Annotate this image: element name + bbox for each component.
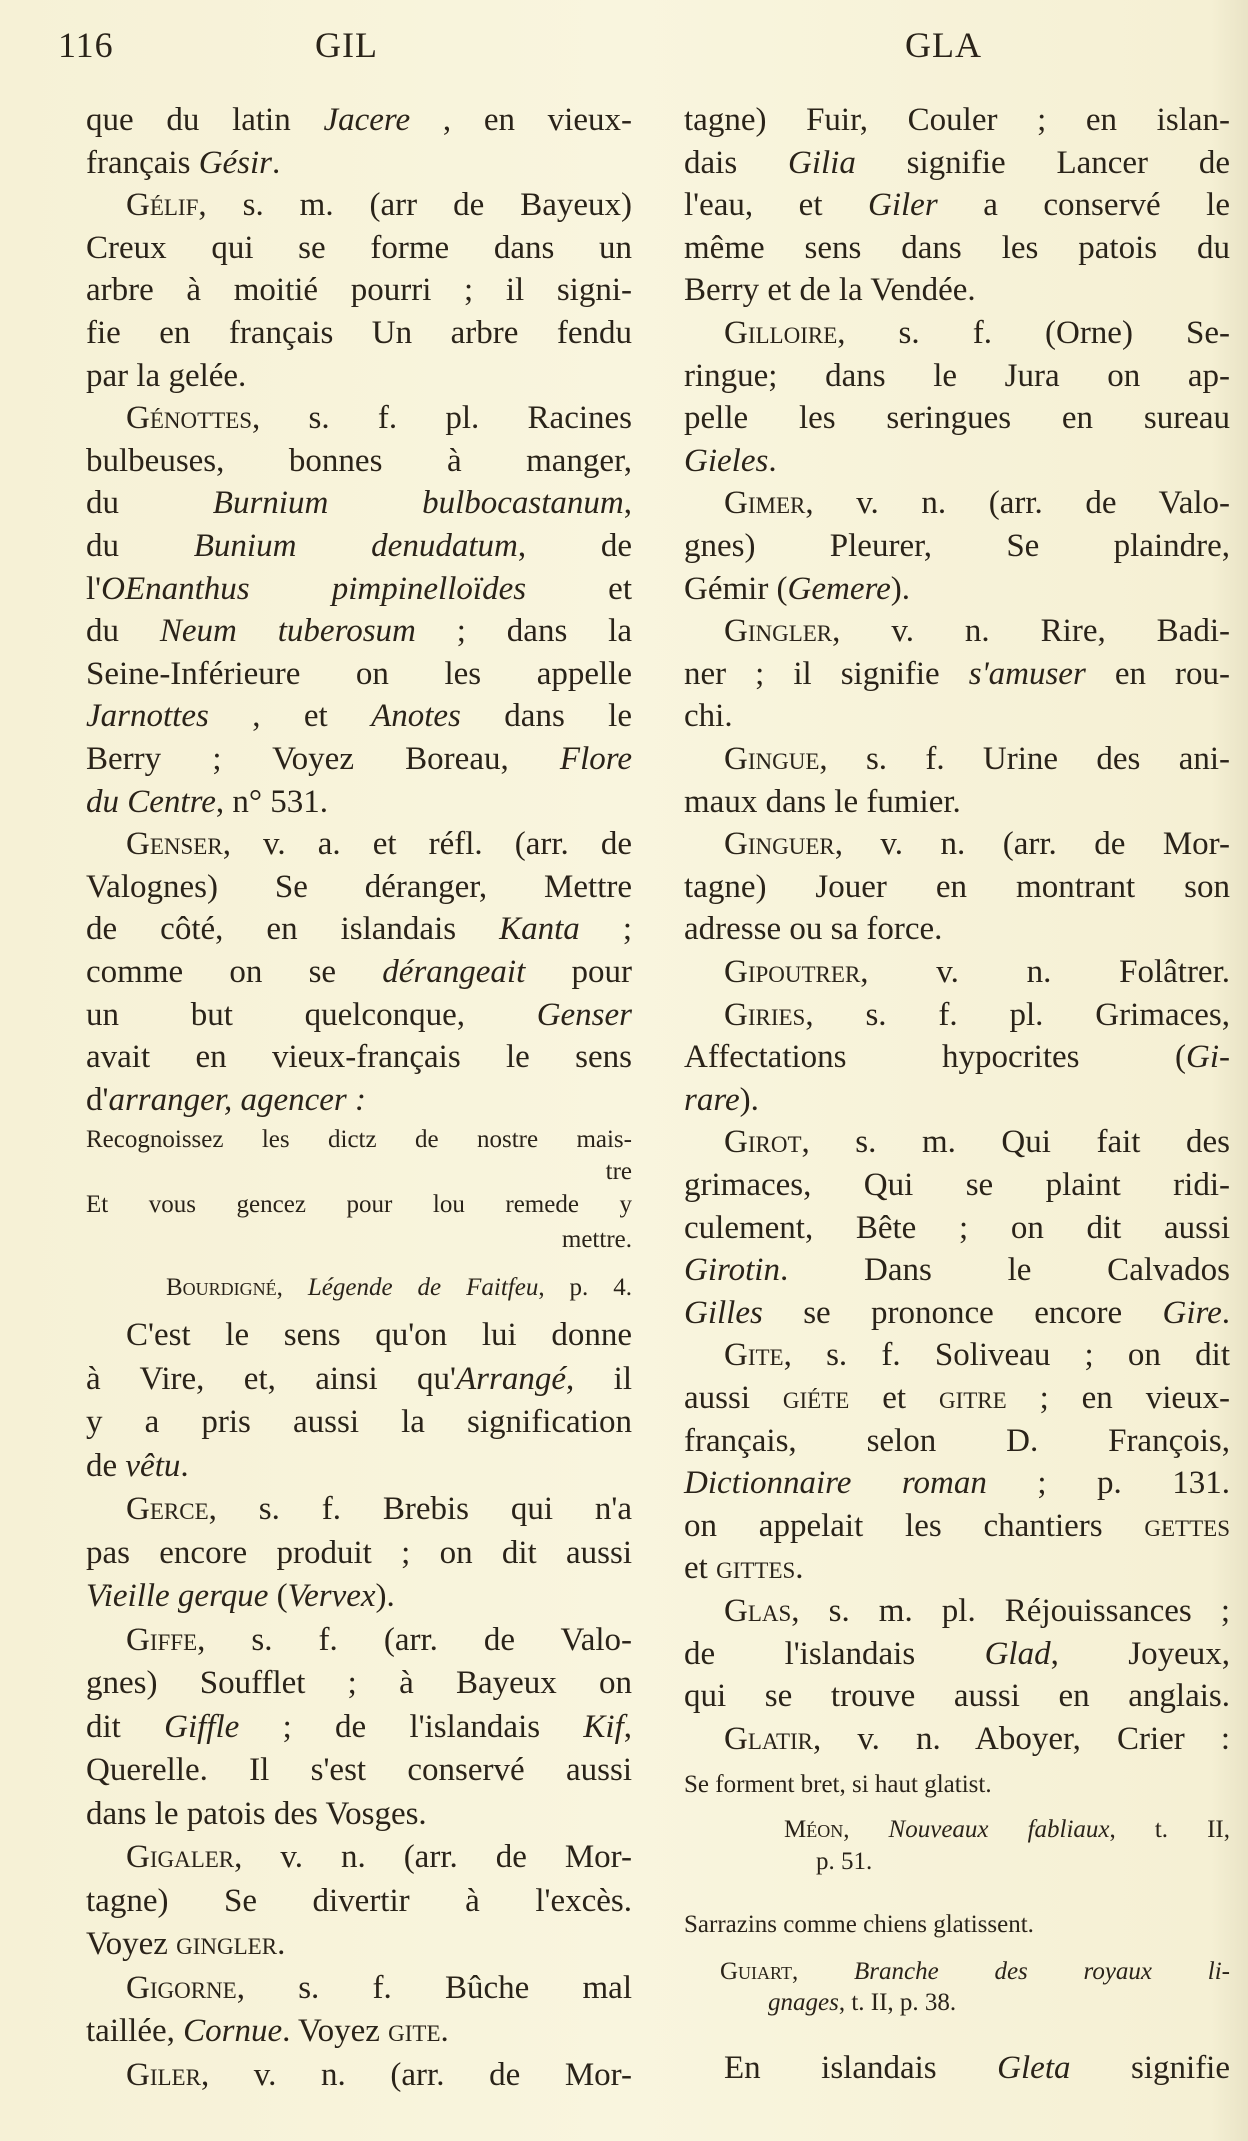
italic-text: Burnium bulbocastanum [212,485,624,522]
left-column-line [86,994,632,1036]
right-column-line [684,355,1230,397]
right-column-line [724,2047,1230,2089]
text-run: , s. m. Qui fait des [801,1124,1230,1161]
left-column-line [86,1749,632,1791]
text-run: . [180,1447,189,1484]
headword-small-caps: Gigorne [126,1969,237,2006]
text-run: , v. n. (arr. de Mor- [234,1839,632,1875]
text-run: se prononce encore [762,1294,1163,1331]
left-column-line [126,184,632,226]
text-run: Se forment bret, si haut glatist. [684,1771,992,1798]
text-run: y a pris aussi la signification [86,1404,632,1440]
text-run: ; p. 131. [986,1465,1230,1502]
italic-text: Branche des royaux li- [853,1958,1230,1985]
text-run: Affectations hypocrites ( [684,1039,1186,1076]
text-run: ; [579,911,632,948]
left-column-line [86,227,632,269]
left-column-line [86,1706,632,1748]
text-run: ). [739,1081,759,1118]
text-run: gnes) Soufflet ; à Bayeux on [86,1665,632,1701]
text-run: arbre à moitié pourri ; il signi- [86,272,632,309]
text-run: , en vieux- [410,102,632,138]
text-run: , v. n. Aboyer, Crier : [813,1720,1230,1757]
text-run: Berry ; Voyez Boreau, [86,741,560,777]
text-run: ). [890,570,911,607]
headword-small-caps: Genser [126,826,223,863]
text-run: d' [86,1081,109,1118]
text-run: , [623,1708,632,1745]
headword-small-caps: gingler [176,1926,278,1962]
headword-small-caps: Gerce [126,1491,209,1527]
left-column-line [86,1532,632,1574]
text-run: , s. f. Brebis qui n'a [208,1491,632,1527]
text-run: taillée, [86,2013,184,2049]
text-run: . [795,1550,804,1587]
text-run: de l'islandais [684,1635,985,1672]
text-run: Gémir ( [684,570,788,607]
right-column-line [724,994,1230,1036]
italic-text: Gieles [684,442,769,479]
text-run: tagne) Se divertir à l'excès. [86,1882,632,1919]
text-run: , s. f. pl. Racines [252,400,632,437]
italic-text: du Centre [86,783,216,820]
text-run: on appelait les chantiers [684,1507,1145,1544]
headword-small-caps: Guiart [720,1958,792,1985]
left-column-line [86,653,632,695]
text-run: ; de l'islandais [239,1708,584,1745]
right-column-line [684,227,1230,269]
left-column-line [86,695,632,737]
italic-text: Flore [559,741,632,777]
left-column-line [86,866,632,908]
text-run: que du latin [86,102,324,138]
italic-text: Vieille gerque [86,1578,269,1614]
text-run: , v. n. Folâtrer. [860,954,1230,990]
text-run: , s. f. Urine des ani- [819,741,1230,777]
italic-text: dérangeait [382,954,526,990]
text-run: Seine-Inférieure on les appelle [86,655,632,692]
right-column-line [724,738,1230,780]
right-column-line [684,695,1230,737]
right-column-line [724,823,1230,865]
right-column-line [684,1505,1230,1547]
right-column-line [724,482,1230,524]
headword-small-caps: Génottes [126,400,253,437]
headword-small-caps: Giries [724,996,806,1033]
text-run: . [272,144,281,181]
right-column-line [720,1956,1230,1988]
text-run: , s. f. (Orne) Se- [837,315,1230,351]
text-run: tre [605,1158,632,1185]
left-column-line [86,1401,632,1443]
text-run: de [86,1447,126,1484]
right-column-line [684,142,1230,184]
text-run: , s. f. (arr. de Valo- [197,1621,632,1658]
left-column-line [86,1358,632,1400]
text-run: et [526,570,632,607]
left-column-line [86,1189,632,1221]
right-column-line [684,781,1230,823]
text-run: un but quelconque, [86,996,537,1033]
right-column-line [684,269,1230,311]
headword-small-caps: Gingler [724,613,833,650]
text-run: de côté, en islandais [86,911,500,948]
italic-text: arranger, agencer : [108,1081,366,1118]
right-column-line [684,1164,1230,1206]
text-run: . Dans le Calvados [779,1252,1230,1289]
text-run: , [276,1274,308,1301]
text-run: Sarrazins comme chiens glatissent. [684,1911,1034,1938]
left-column-line [86,738,632,780]
text-run: C'est le sens qu'on lui donne [126,1317,632,1353]
italic-text: Jacere [323,102,411,138]
left-column-line [126,1836,632,1878]
text-run: dans le [460,698,632,735]
right-column-line [684,1462,1230,1504]
headword-small-caps: Bourdigné [166,1274,277,1301]
right-column-line [724,1590,1230,1632]
text-run: aussi [684,1380,783,1416]
text-run: du [86,613,160,650]
text-run: , s. f. Soliveau ; on dit [783,1337,1230,1374]
headword-small-caps: Gite [724,1337,784,1374]
text-run: . [768,442,777,479]
text-run: , v. n. Rire, Badi- [832,613,1230,650]
italic-text: Anotes [371,698,461,735]
italic-text: Giler [868,187,938,224]
italic-text: Cornue [183,2013,283,2049]
headword-small-caps: Gélif [126,187,199,224]
text-run: . [277,1926,286,1962]
right-column-line [684,184,1230,226]
text-run: l'eau, et [684,187,869,224]
left-column-line [86,440,632,482]
left-column-line [86,1445,632,1487]
text-run: ). [375,1578,395,1614]
italic-text: Gleta [997,2050,1071,2086]
text-run: , v. a. et réfl. (arr. de [222,826,632,863]
text-run: du [86,528,194,564]
text-run: signifie [1070,2050,1230,2086]
right-column-line [724,312,1230,354]
right-column-line [684,1547,1230,1589]
headword-small-caps: Girot [724,1124,802,1161]
text-run: , s. m. (arr de Bayeux) [198,187,632,224]
text-run: , s. f. pl. Grimaces, [805,996,1230,1033]
text-run: , v. n. (arr. de Mor- [200,2056,632,2093]
left-column-line [86,355,632,397]
italic-text: Arrangé [455,1360,566,1397]
text-run: , [623,485,632,522]
running-head-left: GIL [315,25,378,65]
headword-small-caps: giéte [782,1380,850,1416]
left-column-line [86,908,632,950]
right-column-line [684,1769,1230,1801]
text-run: culement, Bête ; on dit aussi [684,1209,1230,1246]
text-run: dais [684,144,788,181]
text-run: Berry et de la Vendée. [684,272,976,309]
left-column-line [86,951,632,993]
right-column-line [684,1036,1230,1078]
page-number: 116 [58,25,114,65]
italic-text: Glad [984,1635,1051,1672]
italic-text: Gilia [787,144,856,181]
left-column-line [126,397,632,439]
left-column-line [126,2054,632,2096]
right-column-line [768,1987,1230,2019]
right-column-line [724,951,1230,993]
left-column-line [86,1079,632,1121]
right-column-line [684,525,1230,567]
right-column-line [684,440,1230,482]
running-head-right: GLA [905,25,982,65]
italic-text: Giffle [164,1708,240,1745]
right-column-line [684,397,1230,439]
text-run: à Vire, et, ainsi qu' [86,1360,456,1397]
text-run: Voyez [86,1926,177,1962]
text-run: ner ; il signifie [684,655,969,692]
left-column-line [86,99,632,141]
left-column-line [86,1575,632,1617]
italic-text: OEnanthus pimpinelloïdes [101,570,527,607]
text-run: . [1221,1294,1230,1331]
right-column-line [784,1814,1230,1846]
left-column-line [126,1488,632,1530]
text-run: même sens dans les patois du [684,229,1230,266]
text-run: . [440,2013,449,2049]
text-run: tagne) Jouer en montrant son [684,868,1230,905]
right-column-line [684,1909,1230,1941]
right-column-line [724,1121,1230,1163]
headword-small-caps: Ginguer [724,826,835,863]
italic-text: Nouveaux fabliaux [888,1816,1110,1843]
text-run: Creux qui se forme dans un [86,229,632,266]
right-column-line [684,1292,1230,1334]
text-run: , [843,1816,889,1843]
text-run: signifie Lancer de [855,144,1230,181]
text-run: et [849,1380,939,1416]
text-run: En islandais [724,2050,998,2086]
text-run: Recognoissez les dictz de nostre mais- [86,1126,632,1153]
text-run: avait en vieux-français le sens [86,1039,632,1076]
text-run: p. 51. [816,1848,873,1875]
italic-text: Dictionnaire roman [684,1465,987,1502]
text-run: , et [208,698,372,735]
headword-small-caps: Gipoutrer [724,954,861,990]
left-column-line [86,525,632,567]
headword-small-caps: gite [388,2013,441,2049]
left-column-line [86,1880,632,1922]
text-run: grimaces, Qui se plaint ridi- [684,1167,1230,1203]
right-column-line [684,1633,1230,1675]
italic-text: Vervex [287,1578,376,1614]
text-run: français [86,144,199,181]
right-column-line [724,1334,1230,1376]
text-run: du [86,485,213,522]
italic-text: Kanta [499,911,580,948]
headword-small-caps: Gingue [724,741,820,777]
text-run: gnes) Pleurer, Se plaindre, [684,528,1230,564]
text-run: ( [268,1578,288,1614]
italic-text: Neum tuberosum [159,613,416,650]
left-column-line [86,312,632,354]
left-column-line [126,823,632,865]
right-column-line [684,1675,1230,1717]
italic-text: rare [684,1081,740,1118]
left-column-line [86,1156,632,1188]
text-run: , v. n. (arr. de Mor- [834,826,1230,863]
right-column-line [684,653,1230,695]
italic-text: s'amuser [968,655,1086,692]
text-run: , p. 4. [538,1274,633,1301]
left-column-line [126,1967,632,2009]
left-column-line [86,1923,632,1965]
italic-text: Gemere [787,570,891,607]
right-column-line [684,866,1230,908]
text-run: adresse ou sa force. [684,911,943,948]
italic-text: Jarnottes [86,698,209,735]
text-run: , v. n. (arr. de Valo- [805,485,1230,522]
text-run: , n° 531. [215,783,329,820]
left-column-line [166,1272,632,1304]
right-column-line [684,99,1230,141]
right-column-line [684,568,1230,610]
left-column-line [86,1124,632,1156]
text-run: qui se trouve aussi en anglais. [684,1678,1230,1715]
italic-text: Gésir [198,144,273,181]
left-column-line [86,269,632,311]
headword-small-caps: Glas [724,1593,792,1629]
text-run: fie en français Un arbre fendu [86,315,632,351]
italic-text: vêtu [125,1447,181,1484]
text-run: , s. f. Bûche mal [236,1969,632,2006]
text-run: tagne) Fuir, Couler ; en islan- [684,102,1230,138]
italic-text: Genser [536,996,632,1033]
text-run: bulbeuses, bonnes à manger, [86,442,632,479]
text-run: . Voyez [282,2013,389,2049]
text-run: , Joyeux, [1050,1635,1230,1672]
left-column-line [126,1314,632,1356]
left-column-line [86,1793,632,1835]
left-column-line [86,1224,632,1256]
text-run: , de [517,528,633,564]
italic-text: Girotin [684,1252,780,1289]
headword-small-caps: Giler [126,2056,201,2093]
italic-text: Légende de Faitfeu [307,1274,539,1301]
text-run: , t. II, [1109,1816,1230,1843]
text-run: , t. II, p. 38. [838,1989,957,2016]
headword-small-caps: Gigaler [126,1839,235,1875]
text-run: ; en vieux- [1006,1380,1230,1416]
italic-text: Kif [583,1708,624,1745]
headword-small-caps: Giffe [126,1621,198,1658]
right-column-line [684,1420,1230,1462]
text-run: mettre. [561,1226,632,1253]
right-column-line [684,1079,1230,1121]
headword-small-caps: Gimer [724,485,806,522]
italic-text: Gilles [684,1294,763,1331]
text-run: Valognes) Se déranger, Mettre [86,868,632,905]
text-run: français, selon D. François, [684,1422,1230,1459]
text-run: par la gelée. [86,357,247,394]
italic-text: Bunium denudatum [193,528,518,564]
left-column-line [86,2010,632,2052]
text-run: pelle les seringues en sureau [684,400,1230,437]
left-column-line [86,482,632,524]
right-column-line [684,1207,1230,1249]
text-run: , s. m. pl. Réjouissances ; [791,1593,1230,1629]
headword-small-caps: gitre [938,1380,1007,1416]
text-run: dit [86,1708,165,1745]
text-run: , il [565,1360,632,1397]
headword-small-caps: Méon [784,1816,844,1843]
italic-text: Gire [1162,1294,1222,1331]
text-run: comme on se [86,954,383,990]
text-run: a conservé le [937,187,1230,224]
left-column-line [86,781,632,823]
text-run: l' [86,570,102,607]
left-column-line [86,568,632,610]
text-run: dans le patois des Vosges. [86,1795,427,1832]
left-column-line [86,142,632,184]
left-column-line [126,1619,632,1661]
text-run: maux dans le fumier. [684,783,961,820]
text-run: en rou- [1085,655,1230,692]
left-column-line [86,610,632,652]
headword-small-caps: Gilloire [724,315,838,351]
text-run: ringue; dans le Jura on ap- [684,357,1230,394]
right-column-line [816,1846,1230,1878]
text-run: ; dans la [415,613,632,650]
text-run: chi. [684,698,733,735]
right-column-line [684,1377,1230,1419]
text-run: et [684,1550,717,1587]
right-column-line [684,908,1230,950]
italic-text: gnages [768,1989,839,2016]
right-column-line [724,1718,1230,1760]
text-run: Querelle. Il s'est conservé aussi [86,1752,632,1788]
headword-small-caps: Glatir [724,1720,813,1757]
left-column-line [86,1036,632,1078]
headword-small-caps: gittes [716,1550,796,1587]
right-column-line [724,610,1230,652]
text-run: Et vous gencez pour lou remede y [86,1191,632,1218]
text-run: pas encore produit ; on dit aussi [86,1534,632,1571]
italic-text: Gi- [1186,1039,1230,1076]
headword-small-caps: gettes [1144,1507,1230,1544]
right-column-line [684,1249,1230,1291]
text-run: , [791,1958,854,1985]
text-run: pour [525,954,632,990]
left-column-line [86,1662,632,1704]
